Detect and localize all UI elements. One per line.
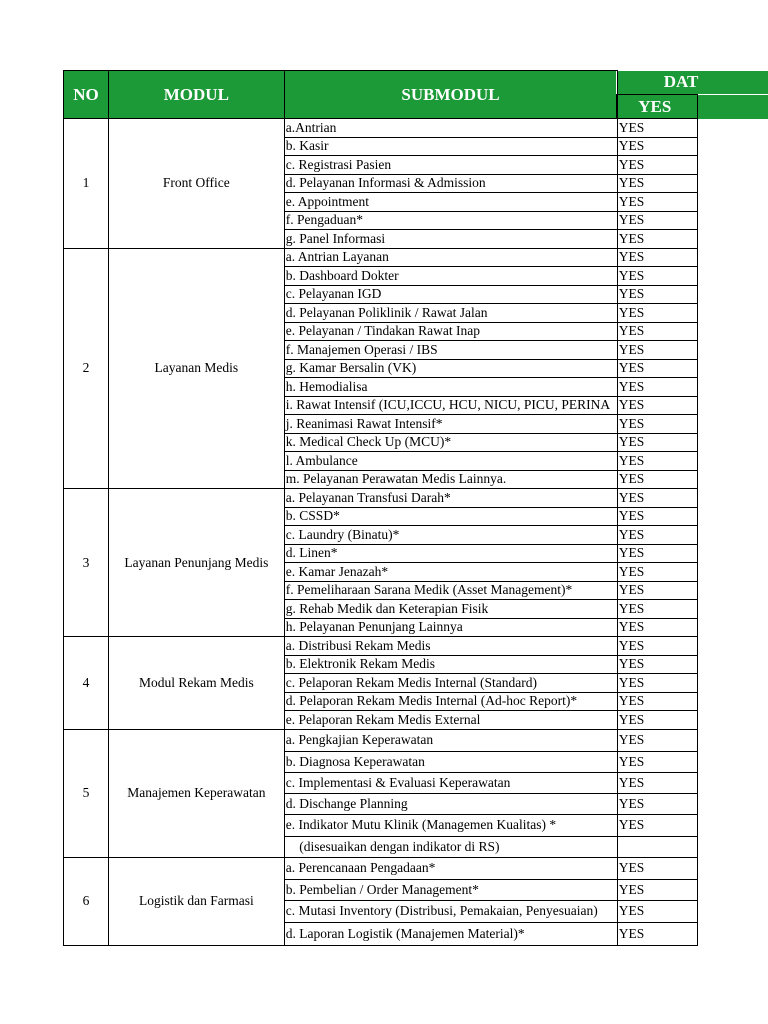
cell-modul: Manajemen Keperawatan [108,729,284,857]
cell-yes: YES [617,637,697,656]
cell-yes: YES [617,900,697,922]
cell-yes: YES [617,507,697,526]
table-row [64,857,768,879]
cell-yes: YES [617,772,697,793]
cell-yes: YES [617,285,697,304]
cell-submodul: b. Dashboard Dokter [284,267,617,286]
module-table [63,70,768,946]
cell-blank [697,857,768,879]
cell-submodul: b. Diagnosa Keperawatan [284,751,617,772]
cell-blank [697,470,768,489]
cell-yes: YES [617,248,697,267]
cell-yes [617,836,697,857]
cell-yes: YES [617,489,697,508]
table-row [64,489,768,508]
cell-yes: YES [617,193,697,212]
cell-submodul: a. Pelayanan Transfusi Darah* [284,489,617,508]
cell-blank [697,618,768,637]
cell-yes: YES [617,119,697,138]
cell-blank [697,526,768,545]
cell-submodul: d. Laporan Logistik (Manajemen Material)* [284,922,617,945]
cell-submodul: b. Kasir [284,137,617,156]
cell-yes: YES [617,267,697,286]
cell-blank [697,285,768,304]
cell-yes: YES [617,729,697,751]
table-row [64,248,768,267]
cell-submodul: b. Elektronik Rekam Medis [284,655,617,674]
cell-yes: YES [617,544,697,563]
cell-modul: Logistik dan Farmasi [108,857,284,945]
cell-submodul: e. Indikator Mutu Klinik (Managemen Kualitas) * [284,814,617,836]
cell-modul: Layanan Penunjang Medis [108,489,284,637]
cell-blank [697,304,768,323]
cell-submodul: e. Appointment [284,193,617,212]
cell-blank [697,655,768,674]
cell-blank [697,193,768,212]
cell-yes: YES [617,600,697,619]
cell-blank [697,415,768,434]
cell-submodul: g. Panel Informasi [284,230,617,249]
header-no: NO [64,71,109,119]
cell-blank [697,751,768,772]
cell-submodul: c. Mutasi Inventory (Distribusi, Pemakaian, Penyesuaian) [284,900,617,922]
cell-blank [697,836,768,857]
cell-submodul: f. Pemeliharaan Sarana Medik (Asset Management)* [284,581,617,600]
cell-blank [697,711,768,730]
cell-yes: YES [617,304,697,323]
cell-blank [697,563,768,582]
cell-yes: YES [617,452,697,471]
cell-submodul: d. Pelayanan Poliklinik / Rawat Jalan [284,304,617,323]
table-row [64,729,768,751]
cell-blank [697,900,768,922]
cell-yes: YES [617,396,697,415]
cell-submodul: f. Manajemen Operasi / IBS [284,341,617,360]
cell-modul: Front Office [108,119,284,249]
cell-blank [697,507,768,526]
cell-yes: YES [617,581,697,600]
cell-submodul: a.Antrian [284,119,617,138]
cell-submodul: a. Antrian Layanan [284,248,617,267]
cell-yes: YES [617,433,697,452]
cell-yes: YES [617,563,697,582]
cell-yes: YES [617,879,697,900]
cell-submodul: c. Pelaporan Rekam Medis Internal (Standard) [284,674,617,693]
cell-submodul: d. Pelayanan Informasi & Admission [284,174,617,193]
cell-blank [697,922,768,945]
cell-modul: Layanan Medis [108,248,284,489]
cell-submodul: f. Pengaduan* [284,211,617,230]
cell-submodul: g. Rehab Medik dan Keterapian Fisik [284,600,617,619]
cell-blank [697,267,768,286]
cell-yes: YES [617,751,697,772]
cell-blank [697,674,768,693]
cell-blank [697,772,768,793]
cell-submodul: d. Linen* [284,544,617,563]
cell-blank [697,600,768,619]
cell-submodul: c. Implementasi & Evaluasi Keperawatan [284,772,617,793]
cell-blank [697,544,768,563]
cell-no: 1 [64,119,109,249]
cell-submodul: i. Rawat Intensif (ICU,ICCU, HCU, NICU, PICU, PERINA [284,396,617,415]
cell-submodul: e. Pelayanan / Tindakan Rawat Inap [284,322,617,341]
cell-blank [697,230,768,249]
cell-yes: YES [617,470,697,489]
cell-blank [697,322,768,341]
cell-blank [697,489,768,508]
spreadsheet [63,70,768,946]
cell-yes: YES [617,415,697,434]
cell-blank [697,137,768,156]
cell-submodul: a. Distribusi Rekam Medis [284,637,617,656]
cell-yes: YES [617,793,697,814]
cell-blank [697,248,768,267]
cell-submodul: h. Pelayanan Penunjang Lainnya [284,618,617,637]
cell-blank [697,341,768,360]
cell-blank [697,814,768,836]
cell-submodul: b. Pembelian / Order Management* [284,879,617,900]
cell-blank [697,729,768,751]
cell-yes: YES [617,137,697,156]
cell-yes: YES [617,618,697,637]
cell-modul: Modul Rekam Medis [108,637,284,730]
cell-blank [697,378,768,397]
cell-yes: YES [617,174,697,193]
header-modul: MODUL [108,71,284,119]
cell-submodul: g. Kamar Bersalin (VK) [284,359,617,378]
cell-yes: YES [617,378,697,397]
cell-yes: YES [617,211,697,230]
cell-yes: YES [617,322,697,341]
cell-submodul: h. Hemodialisa [284,378,617,397]
cell-yes: YES [617,341,697,360]
cell-yes: YES [617,922,697,945]
cell-submodul: l. Ambulance [284,452,617,471]
cell-blank [697,879,768,900]
cell-yes: YES [617,526,697,545]
cell-submodul: (disesuaikan dengan indikator di RS) [284,836,617,857]
table-row [64,119,768,138]
cell-submodul: c. Registrasi Pasien [284,156,617,175]
cell-yes: YES [617,674,697,693]
cell-blank [697,581,768,600]
cell-yes: YES [617,814,697,836]
cell-blank [697,433,768,452]
cell-submodul: d. Dischange Planning [284,793,617,814]
cell-blank [697,793,768,814]
cell-no: 4 [64,637,109,730]
cell-submodul: c. Pelayanan IGD [284,285,617,304]
cell-submodul: b. CSSD* [284,507,617,526]
cell-yes: YES [617,711,697,730]
cell-submodul: e. Kamar Jenazah* [284,563,617,582]
header-blank [697,95,768,119]
header-data: DAT [617,71,768,95]
cell-submodul: m. Pelayanan Perawatan Medis Lainnya. [284,470,617,489]
cell-blank [697,119,768,138]
cell-yes: YES [617,156,697,175]
cell-submodul: j. Reanimasi Rawat Intensif* [284,415,617,434]
cell-no: 2 [64,248,109,489]
cell-blank [697,174,768,193]
cell-blank [697,359,768,378]
cell-submodul: d. Pelaporan Rekam Medis Internal (Ad-hoc Report)* [284,692,617,711]
cell-blank [697,211,768,230]
cell-submodul: a. Perencanaan Pengadaan* [284,857,617,879]
cell-blank [697,692,768,711]
cell-no: 5 [64,729,109,857]
cell-yes: YES [617,359,697,378]
cell-submodul: c. Laundry (Binatu)* [284,526,617,545]
cell-no: 6 [64,857,109,945]
header-yes: YES [617,95,697,119]
cell-blank [697,452,768,471]
table-row [64,637,768,656]
cell-yes: YES [617,857,697,879]
table-body [64,119,768,946]
cell-submodul: k. Medical Check Up (MCU)* [284,433,617,452]
cell-yes: YES [617,230,697,249]
cell-no: 3 [64,489,109,637]
cell-blank [697,637,768,656]
cell-blank [697,396,768,415]
cell-submodul: e. Pelaporan Rekam Medis External [284,711,617,730]
header-submodul: SUBMODUL [284,71,617,119]
cell-submodul: a. Pengkajian Keperawatan [284,729,617,751]
cell-yes: YES [617,692,697,711]
cell-blank [697,156,768,175]
cell-yes: YES [617,655,697,674]
